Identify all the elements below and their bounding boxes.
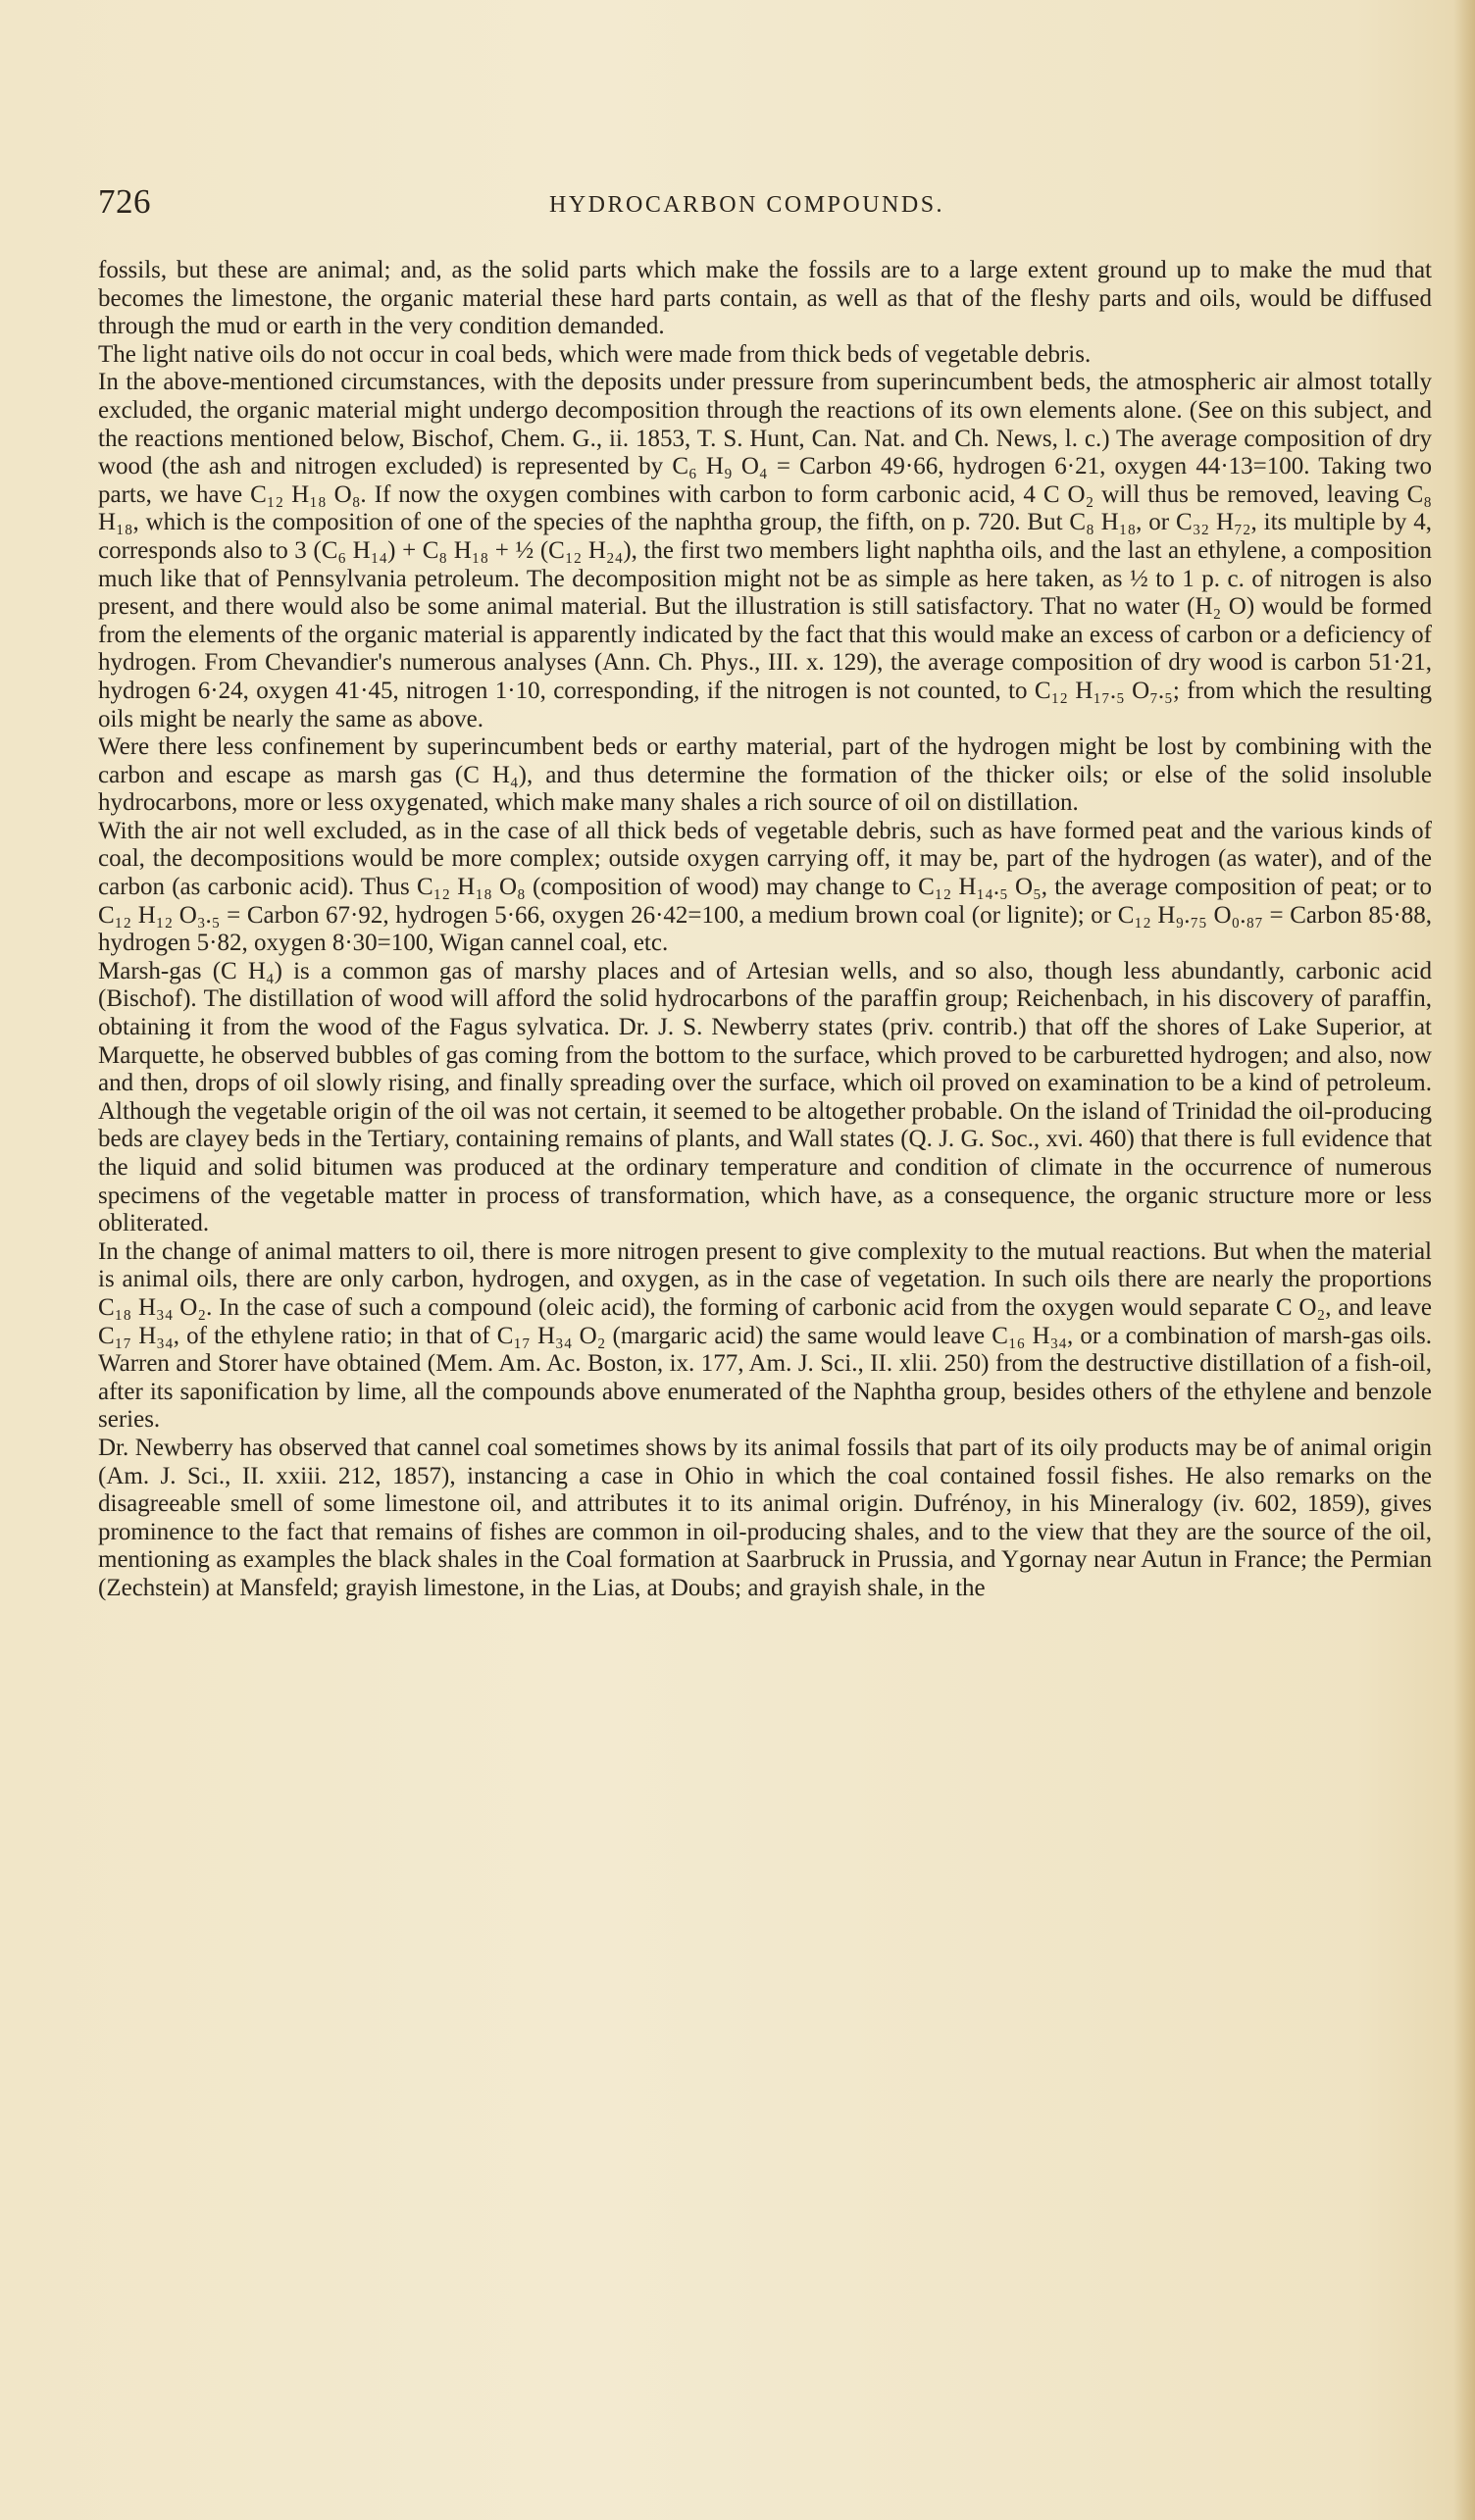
page-header xyxy=(98,182,1471,231)
paragraph-3: In the above-mentioned circumstances, with the deposits under pressure from superincumbent beds, the atmospheric air almost totally excluded, the organic material might undergo decomposition through the reactions of its own elements alone. (See on this subject, and the reactions mentioned below, Bischof, Chem. G., ii. 1853, T. S. Hunt, Can. Nat. and Ch. News, l. c.) The average composition of dry wood (the ash and nitrogen excluded) is represented by C₆ H₉ O₄ = Carbon 49·66, hydrogen 6·21, oxygen 44·13=100. Taking two parts, we have C₁₂ H₁₈ O₈. If now the oxygen combines with carbon to form carbonic acid, 4 C O₂ will thus be removed, leaving C₈ H₁₈, which is the composition of one of the species of the naphtha group, the fifth, on p. 720. But C₈ H₁₈, or C₃₂ H₇₂, its multiple by 4, corresponds also to 3 (C₆ H₁₄) + C₈ H₁₈ + ½ (C₁₂ H₂₄), the first two members light naphtha oils, and the last an ethylene, a composition much like that of Pennsylvania petroleum. The decomposition might not be as simple as here taken, as ½ to 1 p. c. of nitrogen is also present, and there would also be some animal material. But the illustration is still satisfactory. That no water (H₂ O) would be formed from the elements of the organic material is apparently indicated by the fact that this would make an excess of carbon or a deficiency of hydrogen. From Chevandier's numerous analyses (Ann. Ch. Phys., III. x. 129), the average composition of dry wood is carbon 51·21, hydrogen 6·24, oxygen 41·45, nitrogen 1·10, corresponding, if the nitrogen is not counted, to C₁₂ H₁₇.₅ O₇.₅; from which the resulting oils might be nearly the same as above. xyxy=(98,369,1432,732)
paragraph-4: Were there less confinement by superincumbent beds or earthy material, part of the hydrogen might be lost by combining with the carbon and escape as marsh gas (C H₄), and thus determine the formation of the thicker oils; or else of the solid insoluble hydrocarbons, more or less oxygenated, which make many shales a rich source of oil on distillation. xyxy=(98,733,1432,817)
paragraph-8: Dr. Newberry has observed that cannel coal sometimes shows by its animal fossils that part of its oily products may be of animal origin (Am. J. Sci., II. xxiii. 212, 1857), instancing a case in Ohio in which the coal contained fossil fishes. He also remarks on the disagreeable smell of some limestone oil, and attributes it to its animal origin. Dufrénoy, in his Mineralogy (iv. 602, 1859), gives prominence to the fact that remains of fishes are common in oil-producing shales, and to the view that they are the source of the oil, mentioning as examples the black shales in the Coal formation at Saarbruck in Prussia, and Ygornay near Autun in France; the Permian (Zechstein) at Mansfeld; grayish limestone, in the Lias, at Doubs; and grayish shale, in the xyxy=(98,1434,1432,1601)
body-text xyxy=(98,257,1432,1603)
running-head: HYDROCARBON COMPOUNDS. xyxy=(549,192,945,218)
paragraph-5: With the air not well excluded, as in the case of all thick beds of vegetable debris, such as have formed peat and the various kinds of coal, the decompositions would be more complex; outside oxygen carrying off, it may be, part of the hydrogen (as water), and of the carbon (as carbonic acid). Thus C₁₂ H₁₈ O₈ (composition of wood) may change to C₁₂ H₁₄.₅ O₅, the average composition of peat; or to C₁₂ H₁₂ O₃.₅ = Carbon 67·92, hydrogen 5·66, oxygen 26·42=100, a medium brown coal (or lignite); or C₁₂ H₉.₇₅ O₀.₈₇ = Carbon 85·88, hydrogen 5·82, oxygen 8·30=100, Wigan cannel coal, etc. xyxy=(98,817,1432,957)
paragraph-6: Marsh-gas (C H₄) is a common gas of marshy places and of Artesian wells, and so also, though less abundantly, carbonic acid (Bischof). The distillation of wood will afford the solid hydrocarbons of the paraffin group; Reichenbach, in his discovery of paraffin, obtaining it from the wood of the Fagus sylvatica. Dr. J. S. Newberry states (priv. contrib.) that off the shores of Lake Superior, at Marquette, he observed bubbles of gas coming from the bottom to the surface, which proved to be carburetted hydrogen; and also, now and then, drops of oil slowly rising, and finally spreading over the surface, which oil proved on examination to be a kind of petroleum. Although the vegetable origin of the oil was not certain, it seemed to be altogether probable. On the island of Trinidad the oil-producing beds are clayey beds in the Tertiary, containing remains of plants, and Wall states (Q. J. G. Soc., xvi. 460) that there is full evidence that the liquid and solid bitumen was produced at the ordinary temperature and condition of climate in the occurrence of numerous specimens of the vegetable matter in process of transformation, which have, as a consequence, the organic structure more or less obliterated. xyxy=(98,957,1432,1237)
page-edge-shadow xyxy=(1453,0,1475,2520)
paragraph-2: The light native oils do not occur in coal beds, which were made from thick beds of vegetable debris. xyxy=(98,340,1092,368)
paragraph-7: In the change of animal matters to oil, there is more nitrogen present to give complexity to the mutual reactions. But when the material is animal oils, there are only carbon, hydrogen, and oxygen, as in the case of vegetation. In such oils there are nearly the proportions C₁₈ H₃₄ O₂. In the case of such a compound (oleic acid), the forming of carbonic acid from the oxygen would separate C O₂, and leave C₁₇ H₃₄, of the ethylene ratio; in that of C₁₇ H₃₄ O₂ (margaric acid) the same would leave C₁₆ H₃₄, or a combination of marsh-gas oils. Warren and Storer have obtained (Mem. Am. Ac. Boston, ix. 177, Am. J. Sci., II. xlii. 250) from the destructive distillation of a fish-oil, after its saponification by lime, all the compounds above enumerated of the Naphtha group, besides others of the ethylene and benzole series. xyxy=(98,1237,1432,1434)
paragraph-1: fossils, but these are animal; and, as the solid parts which make the fossils are to a large extent ground up to make the mud that becomes the limestone, the organic material these hard parts contain, as well as that of the fleshy parts and oils, would be diffused through the mud or earth in the very condition demanded. xyxy=(98,257,1432,340)
page-number: 726 xyxy=(98,182,151,221)
